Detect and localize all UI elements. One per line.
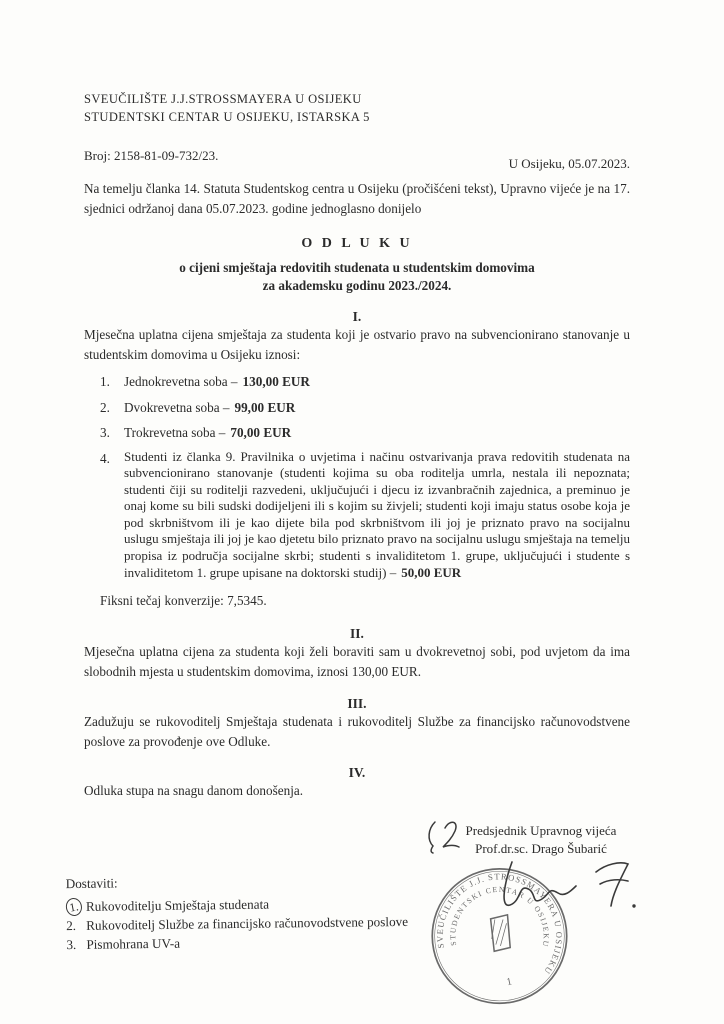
stamp-inner-ring-text: STUDENTSKI CENTAR U OSIJEKU [448, 884, 551, 949]
university-name: SVEUČILIŠTE J.J.STROSSMAYERA U OSIJEKU [84, 92, 362, 106]
distribution-item [66, 931, 408, 954]
item-price: 99,00 EUR [234, 399, 296, 415]
item-price: 130,00 EUR [242, 374, 310, 389]
institution-name: STUDENTSKI CENTAR U OSIJEKU, ISTARSKA 5 [84, 110, 370, 124]
decision-subtitle-1: o cijeni smještaja redovitih studenata u studentskim domovima [179, 260, 535, 275]
section-2-body: Mjesečna uplatna cijena za studenta koji želi boraviti sam u dvokrevetnoj sobi, pod uvjetom da ima slobodnih mjesta u studentskim domovima, iznosi 130,00 EUR. [84, 644, 630, 680]
item-number: 2. [100, 399, 110, 415]
decision-title-block [84, 235, 630, 294]
distribution-label: Dostaviti: [65, 875, 118, 892]
circled-number: 1. [64, 896, 83, 917]
conversion-rate: Fiksni tečaj konverzije: 7,5345. [100, 593, 267, 609]
item-number: 2. [66, 917, 77, 934]
decision-subtitle-2: za akademsku godinu 2023./2024. [262, 277, 452, 293]
item-label: Jednokrevetna soba – [124, 374, 238, 389]
stamp-number: 1 [505, 976, 514, 989]
section-3-body: Zadužuju se rukovoditelj Smještaja studenata i rukovoditelj Službe za financijsko računovodstvene poslove za provođenje ove Odluke. [84, 714, 630, 750]
item-label: Studenti iz članka 9. Pravilnika o uvjetima i načinu ostvarivanja prava redovitih studenata na subvencionirano stanovanje (studenti kojima su oba roditelja umrla, nestala ili nepoznata; studenti čiji su roditelji razvedeni, uključujući i djecu iz izvanbračnih zajednica, a preminuo je onaj kome su bili sudski dodijeljeni ili s kojim su živjeli; studenti koji imaju status osobe koja je pod skrbništvom ili je kao dijete bila pod skrbništvom ili joj je priznato pravo na socijalnu uslugu smještaja ili joj je kao djetetu bilo priznato pravo na socijalnu uslugu smještaja na temelju propisa iz područja socijalne skrbi; studenti s invaliditetom 1. grupe, uključujući i studente s invaliditetom 1. grupe upisane na doktorski studij) – [124, 448, 630, 580]
price-list-item [100, 372, 630, 392]
letterhead [84, 90, 630, 126]
price-list-item [100, 398, 630, 418]
section-1-heading: I. [352, 309, 362, 324]
item-number: 1. [100, 374, 110, 389]
distribution-item-text: Rukovoditelj Službe za financijsko računovodstvene poslove [86, 913, 409, 933]
price-list [84, 372, 630, 581]
price-list-item [100, 449, 630, 582]
special-category-clause [124, 449, 630, 582]
item-price: 50,00 EUR [401, 564, 462, 580]
price-list-item [100, 423, 630, 443]
item-price: 70,00 EUR [230, 425, 292, 440]
section-4-body: Odluka stupa na snagu danom donošenja. [84, 783, 304, 799]
distribution-list [66, 870, 409, 954]
signature-role: Predsjednik Upravnog vijeća [465, 823, 617, 838]
item-label: Dvokrevetna soba – [124, 399, 230, 415]
place-date: U Osijeku, 05.07.2023. [508, 156, 630, 171]
section-4-heading: IV. [348, 765, 366, 781]
signatory-name: Prof.dr.sc. Drago Šubarić [475, 841, 607, 856]
reference-number: Broj: 2158-81-09-732/23. [84, 148, 219, 163]
item-number: 3. [100, 425, 110, 440]
section-1-intro: Mjesečna uplatna cijena smještaja za studenta koji je ostvario pravo na subvencionirano stanovanje u studentskim domovima u Osijeku iznosi: [84, 327, 630, 362]
distribution-item-text: Rukovoditelju Smještaja studenata [85, 896, 270, 914]
section-2-heading: II. [350, 626, 364, 642]
section-3-heading: III. [347, 696, 367, 712]
item-label: Trokrevetna soba – [124, 425, 226, 440]
item-number: 4. [100, 450, 110, 466]
distribution-item-text: Pismohrana UV-a [86, 935, 181, 952]
preamble: Na temelju članka 14. Statuta Studentskog centra u Osijeku (pročišćeni tekst), Upravno vijeće je na 17. sjednici održanoj dana 05.07.2023. godine jednoglasno donijelo [84, 181, 630, 216]
decision-title: O D L U K U [301, 236, 413, 251]
signature-scribble [478, 848, 648, 943]
stamp-outer-ring-text: SVEUČILIŠTE J.J. STROSSMAYERA U OSIJEKU [434, 871, 565, 977]
reference-row [84, 148, 630, 171]
item-number: 3. [66, 936, 77, 953]
